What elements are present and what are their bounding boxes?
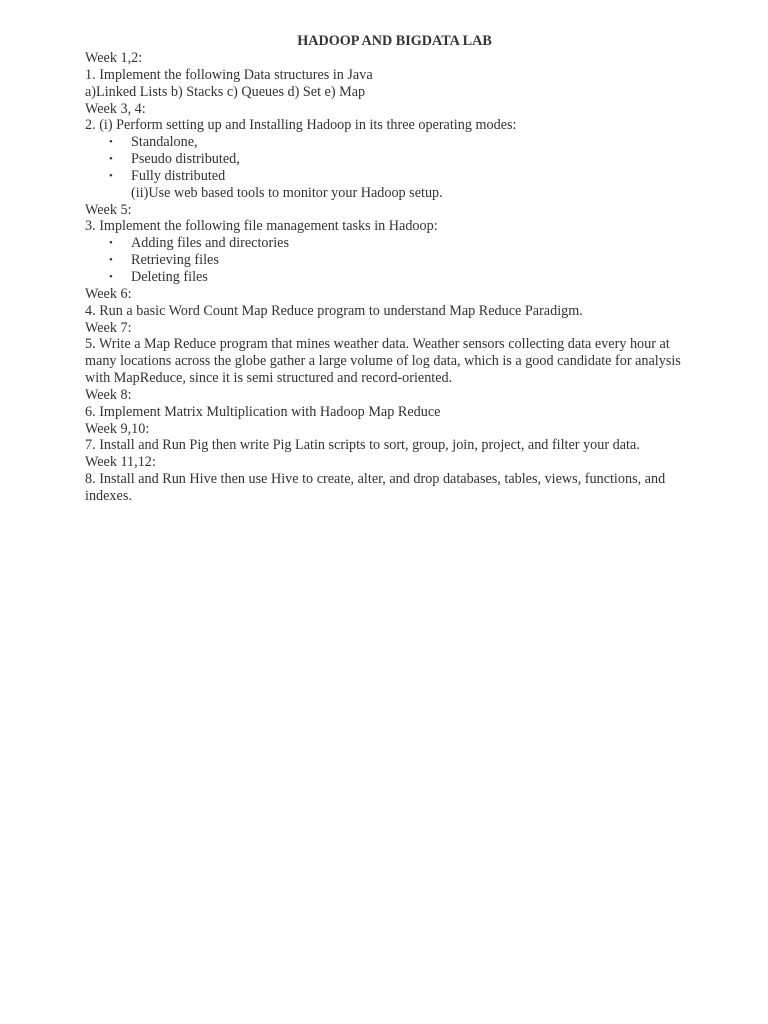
list-item-text: Pseudo distributed, bbox=[131, 151, 240, 168]
bullet-list bbox=[85, 235, 700, 286]
week-heading: Week 8: bbox=[85, 386, 132, 403]
task-detail: a)Linked Lists b) Stacks c) Queues d) Set e) Map bbox=[85, 83, 366, 100]
list-item bbox=[85, 134, 700, 151]
list-item bbox=[85, 235, 700, 252]
week-heading: Week 11,12: bbox=[85, 454, 156, 471]
task-text: 3. Implement the following file management tasks in Hadoop: bbox=[85, 218, 438, 235]
week-heading: Week 7: bbox=[85, 319, 132, 336]
bullet-icon: • bbox=[109, 153, 113, 166]
task-text: 2. (i) Perform setting up and Installing Hadoop in its three operating modes: bbox=[85, 117, 517, 134]
list-item-text: Deleting files bbox=[131, 268, 208, 285]
week-heading: Week 3, 4: bbox=[85, 100, 146, 117]
list-item-text: Standalone, bbox=[131, 134, 198, 151]
task-text: 5. Write a Map Reduce program that mines weather data. Weather sensors collecting data every hour at many locations across the globe gather a large volume of log data, which is a good candidate for analysis with MapReduce, since it is semi structured and record-oriented. bbox=[85, 336, 681, 387]
task-text: 4. Run a basic Word Count Map Reduce program to understand Map Reduce Paradigm. bbox=[85, 302, 583, 319]
bullet-icon: • bbox=[109, 237, 113, 250]
bullet-list bbox=[85, 134, 700, 185]
page-title: HADOOP AND BIGDATA LAB bbox=[297, 33, 492, 49]
list-item-text: Retrieving files bbox=[131, 252, 219, 269]
task-text: 1. Implement the following Data structures in Java bbox=[85, 66, 373, 83]
list-item bbox=[85, 168, 700, 185]
list-item-text: Adding files and directories bbox=[131, 235, 289, 252]
task-subitem: (ii)Use web based tools to monitor your Hadoop setup. bbox=[131, 184, 443, 201]
list-item bbox=[85, 252, 700, 269]
task-text: 8. Install and Run Hive then use Hive to create, alter, and drop databases, tables, views, functions, and indexes. bbox=[85, 471, 666, 504]
bullet-icon: • bbox=[109, 169, 113, 182]
document-page bbox=[85, 33, 700, 505]
week-heading: Week 9,10: bbox=[85, 420, 150, 437]
list-item-text: Fully distributed bbox=[131, 167, 226, 184]
bullet-icon: • bbox=[109, 136, 113, 149]
week-heading: Week 6: bbox=[85, 285, 132, 302]
list-item bbox=[85, 269, 700, 286]
task-text: 6. Implement Matrix Multiplication with Hadoop Map Reduce bbox=[85, 403, 441, 420]
list-item bbox=[85, 151, 700, 168]
bullet-icon: • bbox=[109, 254, 113, 267]
task-text: 7. Install and Run Pig then write Pig Latin scripts to sort, group, join, project, and filter your data. bbox=[85, 437, 640, 454]
bullet-icon: • bbox=[109, 270, 113, 283]
week-heading: Week 5: bbox=[85, 201, 132, 218]
week-heading: Week 1,2: bbox=[85, 50, 143, 66]
